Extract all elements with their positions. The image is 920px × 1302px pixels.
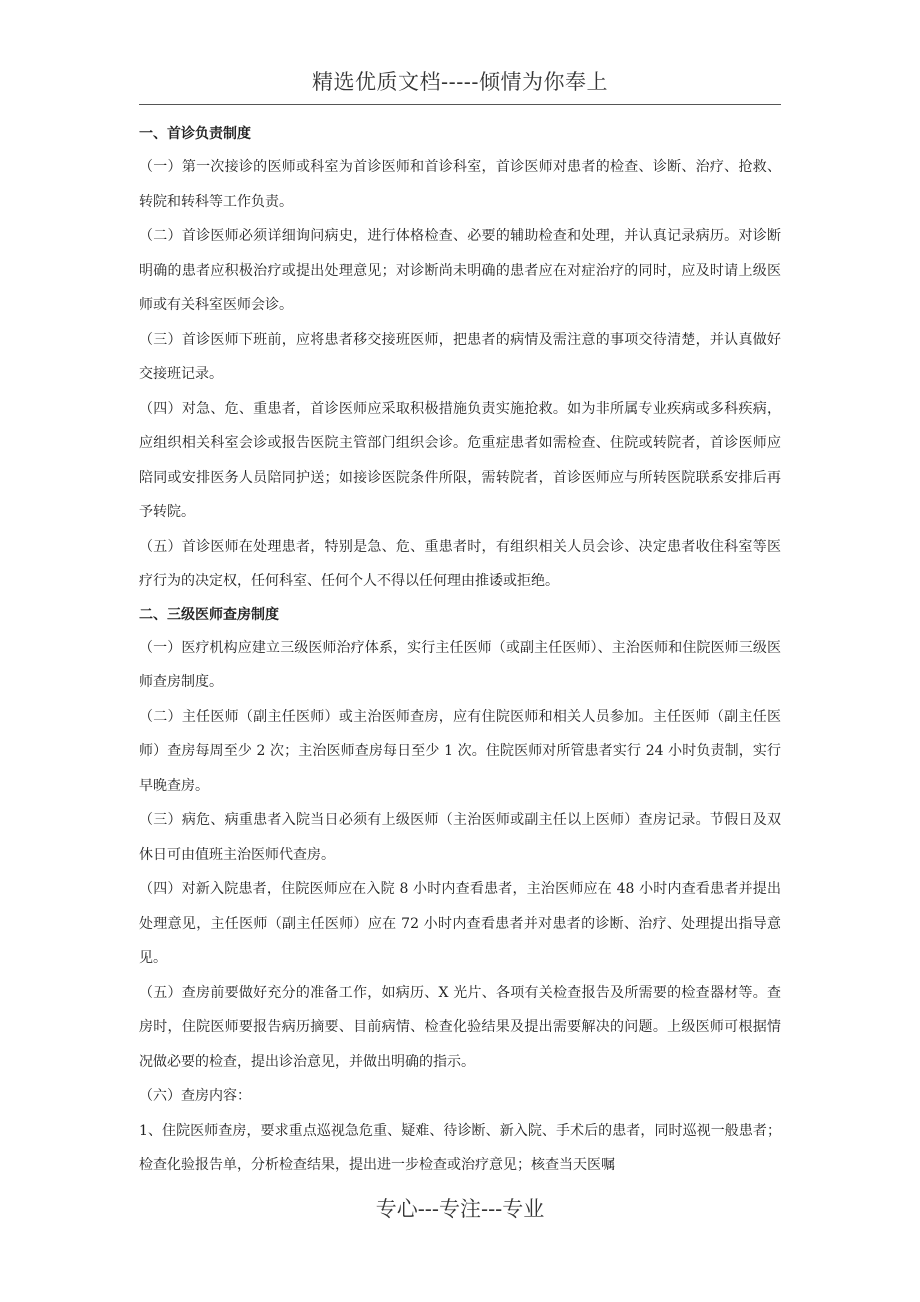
paragraph: （一）医疗机构应建立三级医师治疗体系，实行主任医师（或副主任医师）、主治医师和住院医师三级医师查房制度。 [139, 639, 781, 690]
page-footer [0, 1193, 920, 1223]
paragraph: （五）查房前要做好充分的准备工作，如病历、X 光片、各项有关检查报告及所需要的检查器材等。查房时，住院医师要报告病历摘要、目前病情、检查化验结果及提出需要解决的问题。上级医师可根据情况做必要的检查，提出诊治意见，并做出明确的指示。 [139, 984, 781, 1070]
section-title: 一、首诊负责制度 [139, 126, 251, 142]
paragraph: （五）首诊医师在处理患者，特别是急、危、重患者时，有组织相关人员会诊、决定患者收住科室等医疗行为的决定权，任何科室、任何个人不得以任何理由推诿或拒绝。 [139, 538, 781, 589]
section-ward-rounds [139, 599, 781, 1183]
paragraph: （二）首诊医师必须详细询问病史，进行体格检查、必要的辅助检查和处理，并认真记录病历。对诊断明确的患者应积极治疗或提出处理意见；对诊断尚未明确的患者应在对症治疗的同时，应及时请上级医师或有关科室医师会诊。 [139, 228, 781, 313]
section-title: 二、三级医师查房制度 [139, 606, 279, 623]
page-header [139, 66, 781, 105]
footer-text: 专心---专注---专业 [375, 1197, 545, 1221]
document-body [139, 118, 781, 1183]
paragraph: （一）第一次接诊的医师或科室为首诊医师和首诊科室，首诊医师对患者的检查、诊断、治疗、抢救、转院和转科等工作负责。 [139, 159, 781, 210]
paragraph: 1、住院医师查房，要求重点巡视急危重、疑难、待诊断、新入院、手术后的患者，同时巡视一般患者；检查化验报告单，分析检查结果，提出进一步检查或治疗意见；核查当天医嘱 [139, 1122, 781, 1173]
paragraph: （四）对新入院患者，住院医师应在入院 8 小时内查看患者，主治医师应在 48 小时内查看患者并提出处理意见，主任医师（副主任医师）应在 72 小时内查看患者并对患者的诊断、治疗、处理提出指导意见。 [139, 881, 781, 966]
paragraph: （三）病危、病重患者入院当日必须有上级医师（主治医师或副主任以上医师）查房记录。节假日及双休日可由值班主治医师代查房。 [139, 812, 781, 863]
paragraph: （三）首诊医师下班前，应将患者移交接班医师，把患者的病情及需注意的事项交待清楚，并认真做好交接班记录。 [139, 331, 781, 382]
paragraph: （四）对急、危、重患者，首诊医师应采取积极措施负责实施抢救。如为非所属专业疾病或多科疾病，应组织相关科室会诊或报告医院主管部门组织会诊。危重症患者如需检查、住院或转院者，首诊医师应陪同或安排医务人员陪同护送；如接诊医院条件所限，需转院者，首诊医师应与所转医院联系安排后再予转院。 [139, 400, 781, 520]
paragraph: （二）主任医师（副主任医师）或主治医师查房，应有住院医师和相关人员参加。主任医师（副主任医师）查房每周至少 2 次；主治医师查房每日至少 1 次。住院医师对所管患者实行 24 小时负责制，实行早晚查房。 [139, 708, 781, 794]
header-title: 精选优质文档-----倾情为你奉上 [312, 70, 608, 94]
paragraph: （六）查房内容： [139, 1088, 251, 1104]
section-first-visit [139, 118, 781, 599]
